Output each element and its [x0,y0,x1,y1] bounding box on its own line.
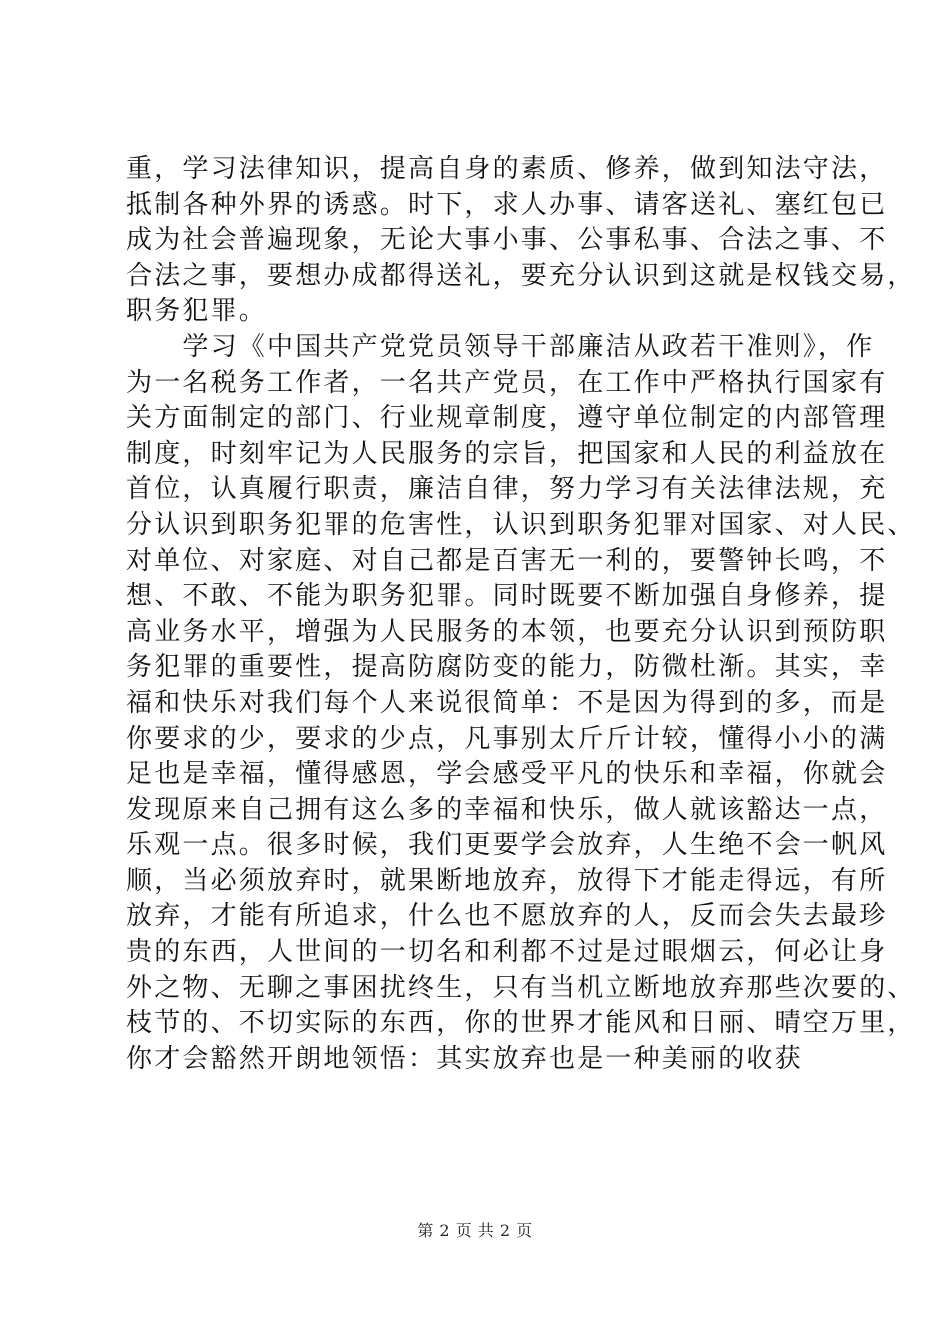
text-line: 制度，时刻牢记为人民服务的宗旨，把国家和人民的利益放在 [126,438,888,469]
text-line: 枝节的、不切实际的东西，你的世界才能风和日丽、晴空万里， [126,1008,916,1039]
text-line: 顺，当必须放弃时，就果断地放弃，放得下才能走得远，有所 [126,865,888,896]
text-line: 务犯罪的重要性，提高防腐防变的能力，防微杜渐。其实，幸 [126,652,888,683]
text-line: 乐观一点。很多时候，我们更要学会放弃，人生绝不会一帆风 [126,830,888,861]
text-line: 首位，认真履行职责，廉洁自律，努力学习有关法律法规，充 [126,474,888,505]
text-line: 重，学习法律知识，提高自身的素质、修养，做到知法守法， [126,154,888,184]
text-line: 足也是幸福，懂得感恩，学会感受平凡的快乐和幸福，你就会 [126,759,888,790]
text-line: 关方面制定的部门、行业规章制度，遵守单位制定的内部管理 [126,403,888,434]
page-number-footer: 第 2 页 共 2 页 [417,1221,533,1240]
text-line: 你要求的少，要求的少点，凡事别太斤斤计较，懂得小小的满 [126,723,888,754]
text-line: 放弃，才能有所追求，什么也不愿放弃的人，反而会失去最珍 [126,901,888,932]
text-line: 你才会豁然开朗地领悟：其实放弃也是一种美丽的收获 [126,1043,803,1074]
text-line: 高业务水平，增强为人民服务的本领，也要充分认识到预防职 [126,616,888,647]
text-line: 抵制各种外界的诱惑。时下，求人办事、请客送礼、塞红包已 [126,189,888,220]
text-line: 想、不敢、不能为职务犯罪。同时既要不断加强自身修养，提 [126,581,888,612]
text-line: 为一名税务工作者，一名共产党员，在工作中严格执行国家有 [126,367,888,398]
text-line: 成为社会普遍现象，无论大事小事、公事私事、合法之事、不 [126,225,888,256]
text-line: 贵的东西，人世间的一切名和利都不过是过眼烟云，何必让身 [126,937,888,968]
text-line: 福和快乐对我们每个人来说很简单：不是因为得到的多，而是 [126,687,888,718]
body-text [126,152,916,1077]
text-line: 发现原来自己拥有这么多的幸福和快乐，做人就该豁达一点， [126,794,888,825]
text-line: 合法之事，要想办成都得送礼，要充分认识到这就是权钱交易， [126,260,916,291]
text-line: 对单位、对家庭、对自己都是百害无一利的，要警钟长鸣，不 [126,545,888,576]
text-line: 分认识到职务犯罪的危害性，认识到职务犯罪对国家、对人民、 [126,509,916,540]
text-line: 学习《中国共产党党员领导干部廉洁从政若干准则》，作 [126,331,875,362]
text-line: 职务犯罪。 [126,296,268,327]
text-line: 外之物、无聊之事困扰终生，只有当机立断地放弃那些次要的、 [126,972,916,1003]
